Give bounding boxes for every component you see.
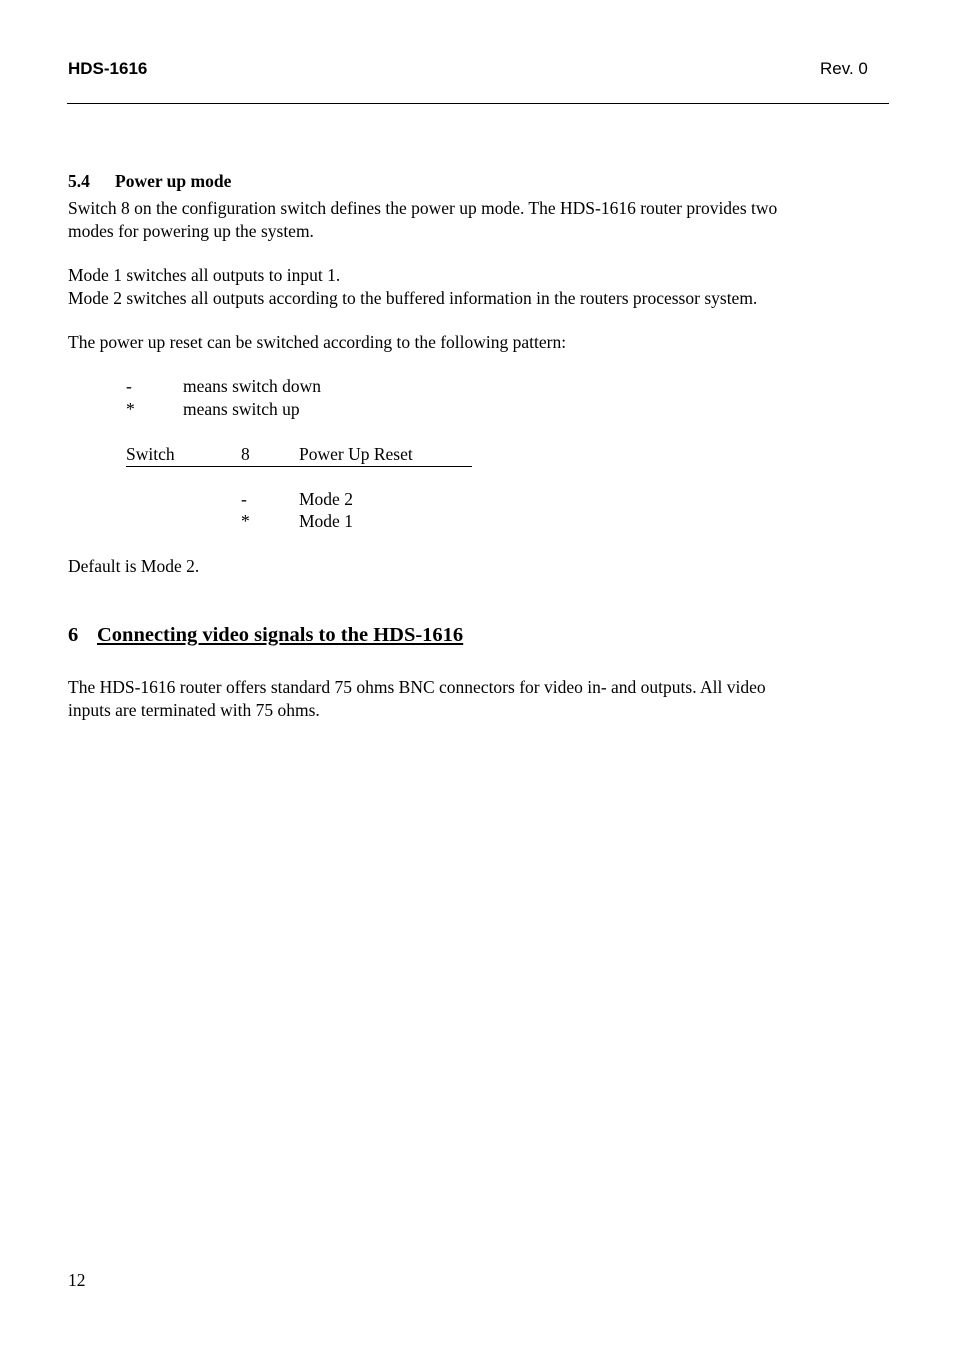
modes-paragraph [68,264,868,310]
table-row-1-symbol: - [241,489,247,509]
table-row-1-mode: Mode 2 [299,489,353,509]
mode-2-text: Mode 2 switches all outputs according to the buffered information in the routers processor system. [68,288,758,308]
header-revision: Rev. 0 [820,59,868,78]
legend-symbol-down: - [126,376,132,396]
table-row-2-mode: Mode 1 [299,511,353,531]
section-number-5-4: 5.4 [68,171,90,191]
section-6-line-1: The HDS-1616 router offers standard 75 ohms BNC connectors for video in- and outputs. All video [68,677,766,697]
page-number: 12 [68,1270,86,1290]
header-doc-id: HDS-1616 [68,59,148,78]
section-number-6: 6 [68,624,79,646]
default-mode-text: Default is Mode 2. [68,556,200,576]
header-divider [67,103,889,104]
section-title-connecting-video: Connecting video signals to the HDS-1616 [97,624,464,646]
mode-1-text: Mode 1 switches all outputs to input 1. [68,265,341,285]
intro-paragraph [68,197,868,243]
intro-line-1: Switch 8 on the configuration switch defines the power up mode. The HDS-1616 router provides two [68,198,778,218]
legend-meaning-up: means switch up [183,399,300,419]
pattern-intro: The power up reset can be switched according to the following pattern: [68,332,567,352]
legend-meaning-down: means switch down [183,376,322,396]
legend-symbol-up: * [126,399,135,419]
section-title-power-up-mode: Power up mode [115,171,232,191]
section-6-line-2: inputs are terminated with 75 ohms. [68,700,320,720]
table-col-switch: Switch [126,444,175,464]
switch-table-header [126,444,472,467]
table-col-reset: Power Up Reset [299,444,413,464]
intro-line-2: modes for powering up the system. [68,221,314,241]
section-6-paragraph [68,676,868,722]
table-col-number: 8 [241,444,250,464]
table-row-2-symbol: * [241,511,250,531]
